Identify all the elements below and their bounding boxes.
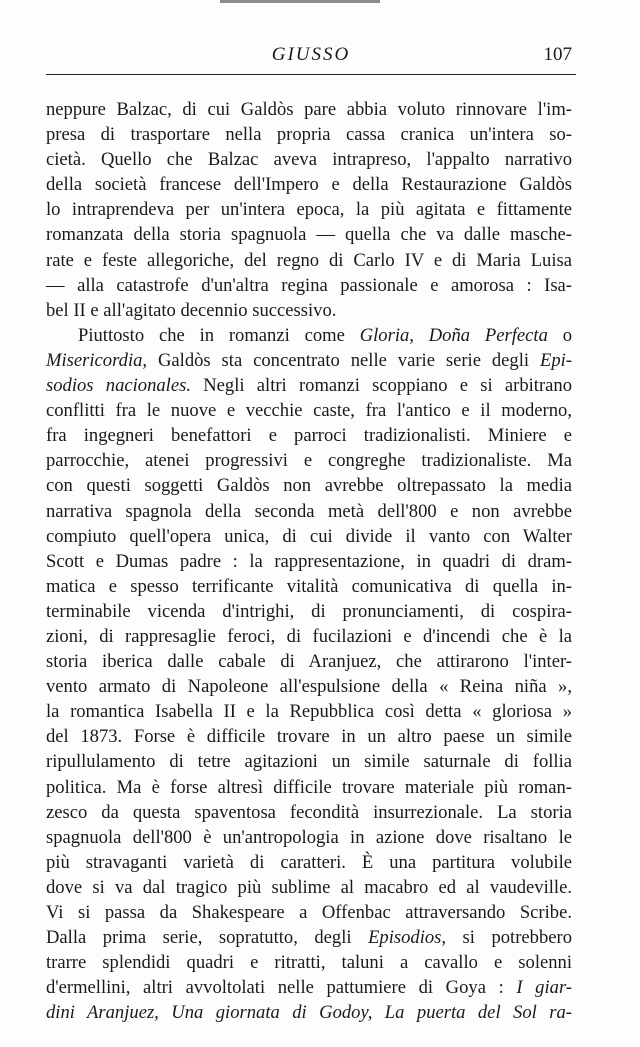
text-line — [46, 599, 572, 624]
text-line — [46, 147, 572, 172]
text-segment: Scott e Dumas padre : la rappresentazione, in quadri di dram- — [46, 550, 572, 572]
text-segment: dove si va dal tragico più sublime al macabro ed al vaudeville. — [46, 876, 572, 898]
text-line — [46, 248, 572, 273]
text-segment: o — [547, 324, 572, 346]
text-line — [46, 624, 572, 649]
text-line — [46, 423, 572, 448]
text-line — [46, 348, 572, 373]
text-line — [46, 699, 572, 724]
text-segment: neppure Balzac, di cui Galdòs pare abbia voluto rinnovare l'im- — [46, 99, 572, 120]
text-line — [46, 574, 572, 599]
text-line — [46, 448, 572, 473]
text-line — [46, 1000, 572, 1025]
text-line — [46, 825, 572, 850]
text-segment: politica. Ma è forse altresì difficile trovare materiale più roman- — [46, 776, 572, 798]
italic-text: Gloria, Doña Perfecta — [359, 324, 548, 346]
text-line — [46, 674, 572, 699]
text-segment: d'ermellini, altri avvoltolati nelle pattumiere di Goya : — [46, 977, 517, 999]
italic-text: Epi- — [539, 349, 572, 371]
text-line — [46, 97, 572, 122]
text-segment: parrocchie, atenei progressivi e congreghe tradizionaliste. Ma — [46, 450, 572, 472]
text-segment: cietà. Quello che Balzac aveva intrapreso, l'appalto narrativo — [46, 149, 572, 171]
text-line — [46, 524, 572, 549]
text-segment: trarre splendidi quadri e ritratti, taluni a cavallo e solenni — [46, 952, 572, 974]
text-line — [46, 273, 572, 298]
text-segment: narrativa spagnola della seconda metà dell'800 e non avrebbe — [46, 500, 572, 522]
scan-edge-mark — [220, 0, 380, 3]
text-line — [46, 800, 572, 825]
text-segment: storia iberica dalle cabale di Aranjuez, che attirarono l'inter- — [46, 651, 572, 673]
page-number: 107 — [543, 44, 572, 65]
text-line — [46, 499, 572, 524]
text-segment: zesco da questa spaventosa fecondità insurrezionale. La storia — [46, 801, 572, 823]
text-line — [46, 900, 572, 925]
text-line — [46, 222, 572, 247]
text-line — [46, 724, 572, 749]
text-line — [46, 950, 572, 975]
text-segment: romanzata della storia spagnuola — quella che va dalle masche- — [46, 224, 572, 246]
text-line — [46, 398, 572, 423]
text-segment: fra ingegneri benefattori e parroci tradizionalisti. Miniere e — [46, 425, 572, 447]
text-segment: si potrebbero — [446, 927, 572, 949]
text-segment: rate e feste allegoriche, del regno di Carlo IV e di Maria Luisa — [46, 249, 572, 271]
text-segment: la romantica Isabella II e la Repubblica così detta « gloriosa » — [46, 701, 572, 723]
text-segment: conflitti fra le nuove e vecchie caste, fra l'antico e il moderno, — [46, 400, 572, 422]
italic-text: Misericordia, — [46, 349, 148, 371]
text-line — [46, 925, 572, 950]
text-segment: della società francese dell'Impero e della Restaurazione Galdòs — [46, 174, 572, 196]
italic-text: sodios nacionales. — [46, 375, 191, 397]
text-line — [46, 373, 572, 398]
text-segment: lo intraprendeva per un'intera epoca, la più agitata e fittamente — [46, 199, 572, 221]
text-line — [46, 649, 572, 674]
text-segment: terminabile vicenda d'intrighi, di pronunciamenti, di cospira- — [46, 600, 572, 622]
text-line — [46, 549, 572, 574]
body-text — [46, 97, 572, 1025]
text-segment: Piuttosto che in romanzi come — [78, 324, 360, 346]
text-segment: compiuto quell'opera unica, di cui divide il vanto con Walter — [46, 525, 572, 547]
italic-text: I giar- — [516, 977, 572, 999]
text-line — [46, 323, 572, 348]
text-line — [46, 749, 572, 774]
text-line — [46, 197, 572, 222]
text-segment: ripullulamento di tetre agitazioni un simile saturnale di follia — [46, 751, 572, 773]
text-line — [46, 775, 572, 800]
text-segment: Galdòs sta concentrato nelle varie serie degli — [147, 349, 540, 371]
text-segment: Dalla prima serie, sopratutto, degli — [46, 927, 369, 949]
text-segment: zioni, di rappresaglie feroci, di fucilazioni e d'incendi che è la — [46, 625, 572, 647]
text-segment: Negli altri romanzi scoppiano e si arbitrano — [190, 375, 572, 397]
text-segment: — alla catastrofe d'un'altra regina passionale e amorosa : Isa- — [46, 274, 572, 296]
text-segment: matica e spesso terrificante vitalità comunicativa di quella in- — [46, 575, 572, 597]
italic-text: dini Aranjuez, Una giornata di Godoy, La puerta del Sol ra- — [46, 1002, 572, 1024]
text-segment: presa di trasportare nella propria cassa cranica un'intera so- — [46, 124, 572, 146]
text-line — [46, 172, 572, 197]
text-line — [46, 975, 572, 1000]
running-title: GIUSSO — [271, 44, 351, 65]
italic-text: Episodios, — [368, 927, 447, 949]
text-segment: spagnuola dell'800 è un'antropologia in azione dove risaltano le — [46, 826, 572, 848]
text-line — [46, 298, 572, 323]
page-header — [46, 42, 576, 72]
text-line — [46, 473, 572, 498]
text-line — [46, 122, 572, 147]
text-segment: con questi soggetti Galdòs non avrebbe oltrepassato la media — [46, 475, 572, 497]
header-rule — [46, 74, 576, 75]
text-segment: bel II e all'agitato decennio successivo. — [46, 299, 337, 321]
text-segment: Vi si passa da Shakespeare a Offenbac attraversando Scribe. — [46, 902, 572, 923]
text-line — [46, 850, 572, 875]
text-segment: del 1873. Forse è difficile trovare in un altro paese un simile — [46, 726, 572, 748]
text-segment: più stravaganti varietà di caratteri. È una partitura volubile — [46, 851, 572, 873]
text-segment: vento armato di Napoleone all'espulsione della « Reina niña », — [46, 676, 572, 698]
text-line — [46, 875, 572, 900]
